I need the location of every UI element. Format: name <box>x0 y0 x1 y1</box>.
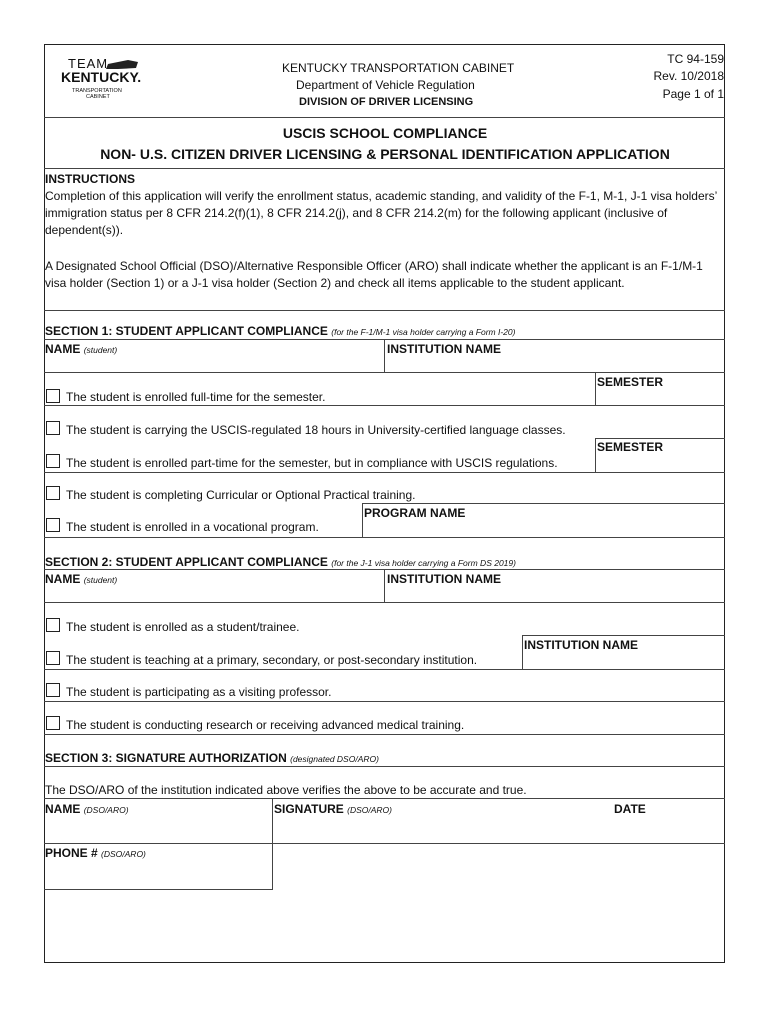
item-teaching: The student is teaching at a primary, secondary, or post-secondary institution. <box>66 653 478 667</box>
section1-semester-field-1[interactable] <box>597 389 723 404</box>
section3-name-label <box>45 802 129 817</box>
section3-signature-label <box>274 802 392 817</box>
checkbox-teaching[interactable] <box>46 651 60 665</box>
checkbox-language-classes[interactable] <box>46 421 60 435</box>
section1-semester-label-2: SEMESTER <box>597 440 664 454</box>
name-note: (student) <box>83 575 118 585</box>
section1-institution-field[interactable] <box>387 356 723 372</box>
section1-heading <box>45 324 515 339</box>
name-note: (DSO/ARO) <box>83 805 129 815</box>
item-part-time: The student is enrolled part-time for the semester, but in compliance with USCIS regulations. <box>66 456 558 470</box>
checkbox-research[interactable] <box>46 716 60 730</box>
checkbox-part-time[interactable] <box>46 454 60 468</box>
logo-team: TEAM <box>68 56 109 71</box>
department-name: Department of Vehicle Regulation <box>296 78 475 92</box>
section2-name-label <box>45 572 117 587</box>
section3-date-field[interactable] <box>610 816 723 842</box>
section2-teaching-institution-field[interactable] <box>524 652 723 668</box>
checkbox-student-trainee[interactable] <box>46 618 60 632</box>
section1-semester-label-1: SEMESTER <box>597 375 664 389</box>
section2-note: (for the J-1 visa holder carrying a Form DS 2019) <box>331 558 516 568</box>
instructions-heading: INSTRUCTIONS <box>45 172 135 186</box>
item-vocational: The student is enrolled in a vocational program. <box>66 520 319 534</box>
signature-label: SIGNATURE <box>274 802 344 816</box>
page-number: Page 1 of 1 <box>662 87 724 101</box>
logo-cabinet: CABINET <box>86 94 110 100</box>
section1-note: (for the F-1/M-1 visa holder carrying a Form I-20) <box>331 327 516 337</box>
name-label: NAME <box>45 802 81 816</box>
section1-program-field[interactable] <box>364 520 723 536</box>
section2-heading <box>45 555 516 570</box>
phone-note: (DSO/ARO) <box>101 849 146 859</box>
section3-date-label: DATE <box>614 802 646 816</box>
checkbox-visiting-professor[interactable] <box>46 683 60 697</box>
section2-institution-label-2: INSTITUTION NAME <box>524 638 638 652</box>
section2-student-name-field[interactable] <box>45 586 383 602</box>
item-student-trainee: The student is enrolled as a student/trainee. <box>66 620 300 634</box>
section3-phone-label <box>45 846 146 861</box>
item-language-classes: The student is carrying the USCIS-regulated 18 hours in University-certified language classes. <box>66 423 566 437</box>
form-number: TC 94-159 <box>667 52 724 66</box>
item-research: The student is conducting research or receiving advanced medical training. <box>66 718 465 732</box>
section3-title: SECTION 3: SIGNATURE AUTHORIZATION <box>45 751 287 765</box>
section1-institution-label: INSTITUTION NAME <box>387 342 501 356</box>
checkbox-practical-training[interactable] <box>46 486 60 500</box>
division-name: DIVISION OF DRIVER LICENSING <box>299 96 474 108</box>
section1-student-name-field[interactable] <box>45 356 383 372</box>
section1-title: SECTION 1: STUDENT APPLICANT COMPLIANCE <box>45 324 328 338</box>
section3-signature-field[interactable] <box>274 816 604 842</box>
title-line1: USCIS SCHOOL COMPLIANCE <box>282 125 488 141</box>
section2-institution-label: INSTITUTION NAME <box>387 572 501 586</box>
section2-institution-field[interactable] <box>387 586 723 602</box>
logo-kentucky: KENTUCKY. <box>61 69 142 85</box>
section1-name-label <box>45 342 117 357</box>
form-revision: Rev. 10/2018 <box>653 69 724 83</box>
title-line2: NON- U.S. CITIZEN DRIVER LICENSING & PERSONAL IDENTIFICATION APPLICATION <box>100 146 670 162</box>
section3-dso-name-field[interactable] <box>45 816 271 842</box>
agency-name: KENTUCKY TRANSPORTATION CABINET <box>282 61 515 75</box>
instructions-paragraph-2: A Designated School Official (DSO)/Alternative Responsible Officer (ARO) shall indicate whether the applicant is an F-1/M-1 visa holder (Section 1) or a J-1 visa holder (Section 2) and check all items applicable to the student applicant. <box>45 259 703 290</box>
section3-statement: The DSO/ARO of the institution indicated above verifies the above to be accurate and true. <box>45 783 527 797</box>
checkbox-full-time[interactable] <box>46 389 60 403</box>
name-note: (student) <box>83 345 118 355</box>
checkbox-vocational[interactable] <box>46 518 60 532</box>
section3-heading <box>45 751 379 766</box>
name-label: NAME <box>45 342 81 356</box>
logo-transportation: TRANSPORTATION <box>72 88 122 94</box>
item-visiting-professor: The student is participating as a visiting professor. <box>66 685 332 699</box>
section3-note: (designated DSO/ARO) <box>290 754 379 764</box>
section1-program-label: PROGRAM NAME <box>364 506 466 520</box>
section1-semester-field-2[interactable] <box>597 455 723 471</box>
name-label: NAME <box>45 572 81 586</box>
signature-note: (DSO/ARO) <box>347 805 392 815</box>
logo <box>58 52 144 104</box>
item-practical-training: The student is completing Curricular or Optional Practical training. <box>66 488 416 502</box>
section2-title: SECTION 2: STUDENT APPLICANT COMPLIANCE <box>45 555 328 569</box>
item-full-time: The student is enrolled full-time for the semester. <box>66 390 326 404</box>
phone-label: PHONE # <box>45 846 98 860</box>
section3-phone-field[interactable] <box>45 860 271 888</box>
instructions-paragraph-1: Completion of this application will verify the enrollment status, academic standing, and validity of the F-1, M-1, J-1 visa holders’ immigration status per 8 CFR 214.2(f)(1), 8 CFR 214.2(j), and 8 CFR 214.2(m) for the following applicant (inclusive of dependent(s)). <box>45 189 717 237</box>
